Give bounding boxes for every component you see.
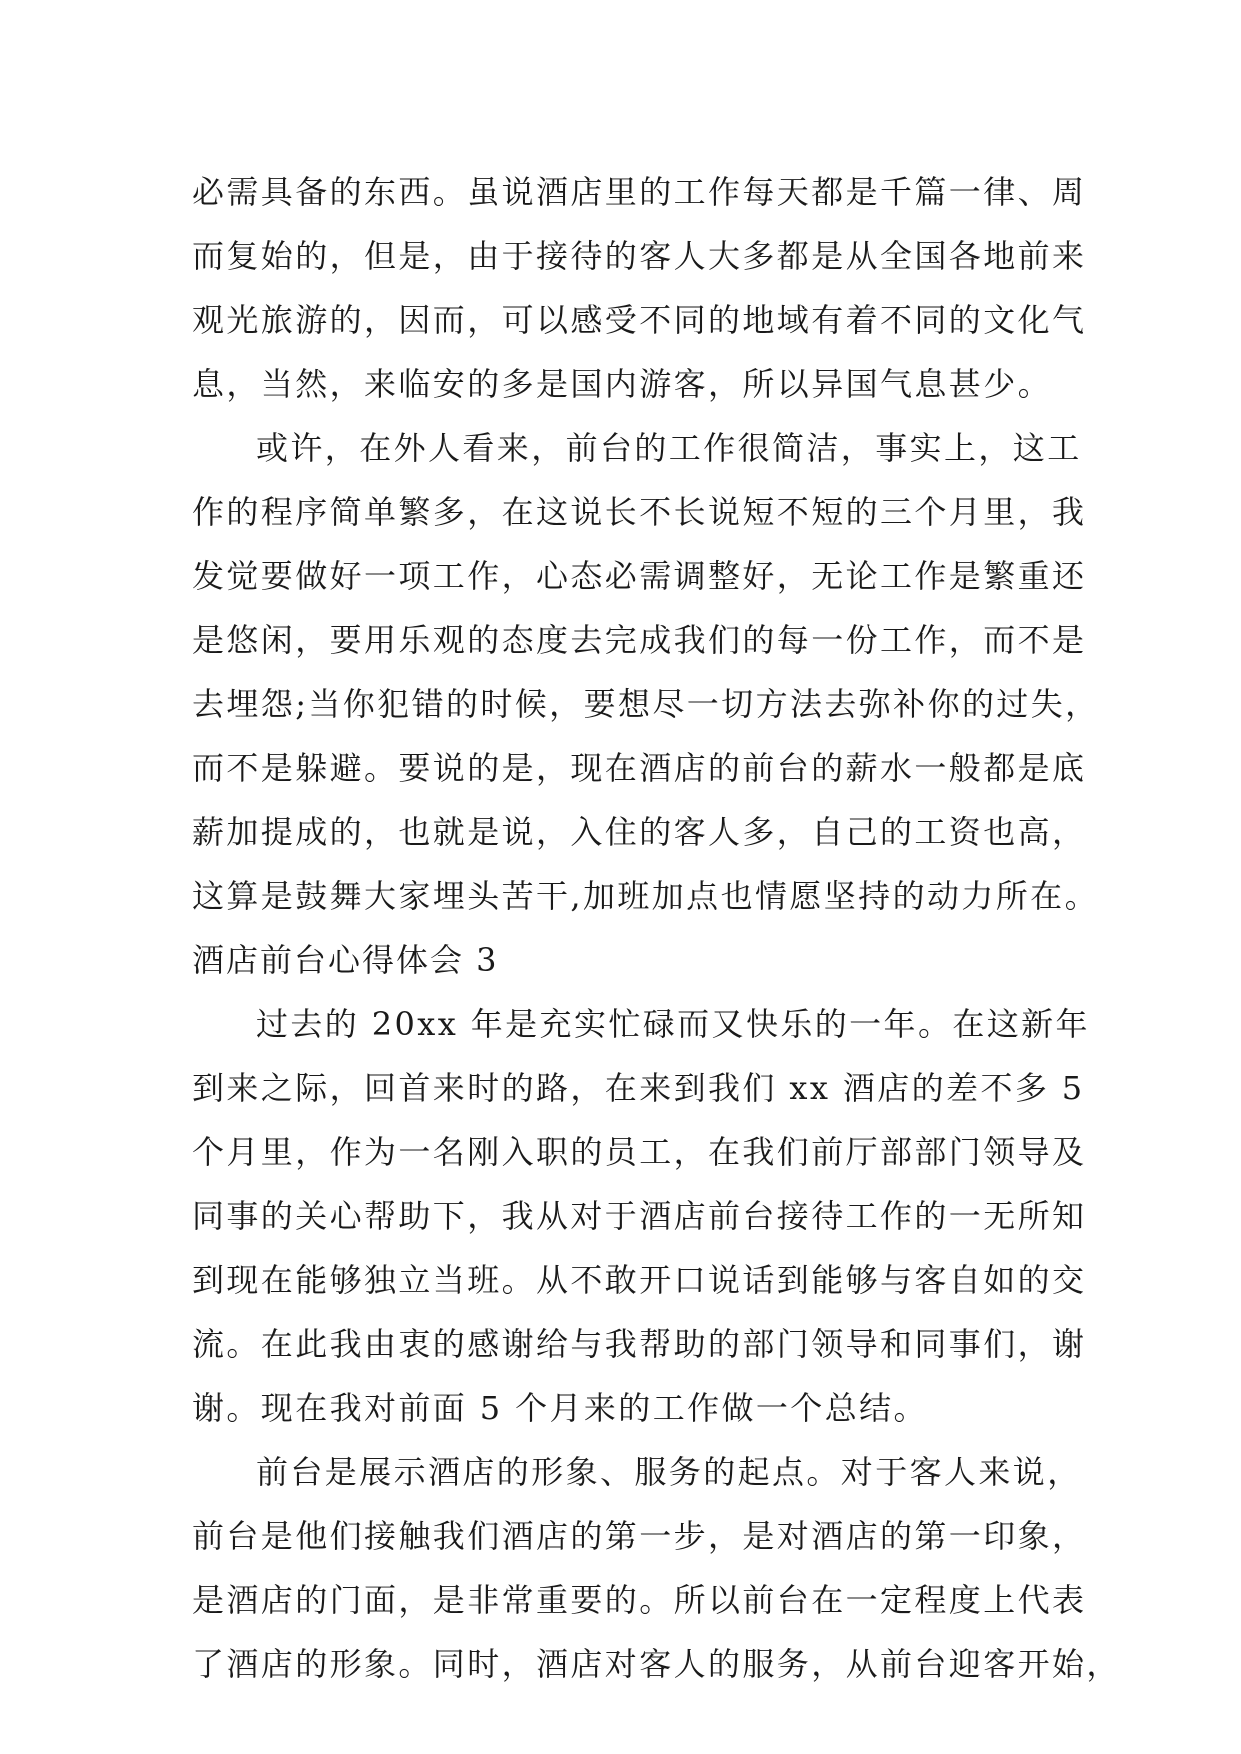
paragraph-line: 息，当然，来临安的多是国内游客，所以异国气息甚少。 <box>192 365 1053 403</box>
paragraph-line: 发觉要做好一项工作，心态必需调整好，无论工作是繁重还 <box>192 557 1087 595</box>
paragraph-line: 这算是鼓舞大家埋头苦干,加班加点也情愿坚持的动力所在。 <box>192 877 1099 915</box>
paragraph-line: 必需具备的东西。虽说酒店里的工作每天都是千篇一律、周 <box>192 173 1087 211</box>
paragraph-line: 同事的关心帮助下，我从对于酒店前台接待工作的一无所知 <box>192 1197 1087 1235</box>
paragraph-line: 是酒店的门面，是非常重要的。所以前台在一定程度上代表 <box>192 1581 1087 1619</box>
paragraph-line: 流。在此我由衷的感谢给与我帮助的部门领导和同事们，谢 <box>192 1325 1087 1363</box>
paragraph-line: 是悠闲，要用乐观的态度去完成我们的每一份工作，而不是 <box>192 621 1087 659</box>
paragraph-first-line: 前台是展示酒店的形象、服务的起点。对于客人来说， <box>256 1453 1082 1491</box>
section-heading: 酒店前台心得体会 3 <box>192 941 499 979</box>
paragraph-line: 谢。现在我对前面 5 个月来的工作做一个总结。 <box>192 1389 928 1427</box>
document-body <box>192 160 1121 1696</box>
paragraph-line: 而不是躲避。要说的是，现在酒店的前台的薪水一般都是底 <box>192 749 1087 787</box>
paragraph-line: 观光旅游的，因而，可以感受不同的地域有着不同的文化气 <box>192 301 1087 339</box>
paragraph-line: 而复始的，但是，由于接待的客人大多都是从全国各地前来 <box>192 237 1087 275</box>
paragraph-line: 了酒店的形象。同时，酒店对客人的服务，从前台迎客开始， <box>192 1645 1121 1683</box>
paragraph-line: 去埋怨;当你犯错的时候，要想尽一切方法去弥补你的过失， <box>192 685 1100 723</box>
paragraph-line: 作的程序简单繁多，在这说长不长说短不短的三个月里，我 <box>192 493 1087 531</box>
paragraph-first-line: 或许，在外人看来，前台的工作很简洁，事实上，这工 <box>256 429 1082 467</box>
paragraph-line: 个月里，作为一名刚入职的员工，在我们前厅部部门领导及 <box>192 1133 1087 1171</box>
paragraph-line: 薪加提成的，也就是说，入住的客人多，自己的工资也高， <box>192 813 1087 851</box>
paragraph-first-line: 过去的 20xx 年是充实忙碌而又快乐的一年。在这新年 <box>256 1005 1090 1043</box>
paragraph-line: 到来之际，回首来时的路，在来到我们 xx 酒店的差不多 5 <box>192 1069 1085 1107</box>
paragraph-line: 到现在能够独立当班。从不敢开口说话到能够与客自如的交 <box>192 1261 1087 1299</box>
paragraph-line: 前台是他们接触我们酒店的第一步，是对酒店的第一印象， <box>192 1517 1087 1555</box>
